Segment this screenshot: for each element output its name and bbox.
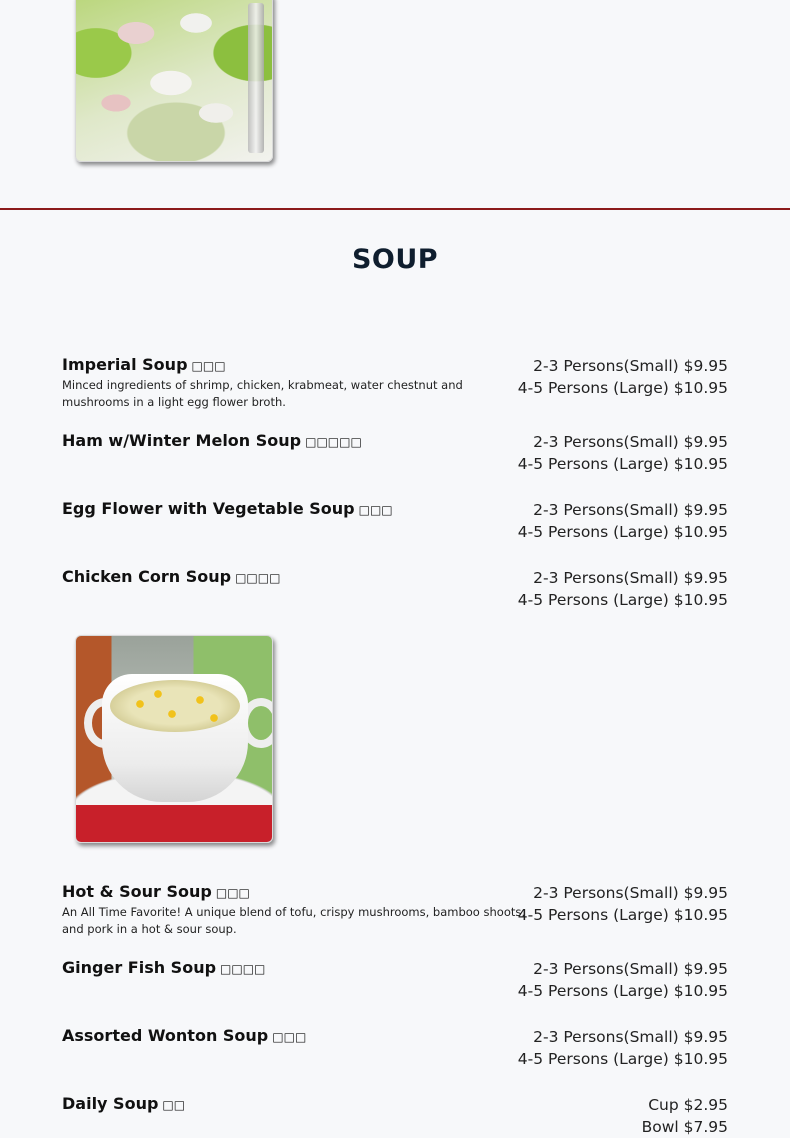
price-small: 2-3 Persons(Small) $9.95 — [533, 433, 728, 451]
item-name — [62, 882, 250, 901]
price-large: 4-5 Persons (Large) $10.95 — [517, 1050, 728, 1068]
item-name-en: Imperial Soup — [62, 355, 188, 374]
price-large: 4-5 Persons (Large) $10.95 — [517, 455, 728, 473]
price-small: 2-3 Persons(Small) $9.95 — [533, 569, 728, 587]
item-name-en: Daily Soup — [62, 1094, 159, 1113]
item-prices — [518, 882, 728, 926]
item-name — [62, 567, 280, 586]
item-name — [62, 1094, 185, 1113]
price-small: 2-3 Persons(Small) $9.95 — [533, 501, 728, 519]
item-name-cn: □□□□ — [235, 571, 281, 585]
fork-graphic — [248, 3, 264, 153]
item-name — [62, 355, 226, 374]
item-name — [62, 499, 393, 518]
item-name-cn: □□□ — [358, 503, 393, 517]
item-name — [62, 431, 362, 450]
item-name — [62, 958, 265, 977]
section-title: SOUP — [351, 244, 439, 275]
item-prices — [518, 499, 728, 543]
price-small: 2-3 Persons(Small) $9.95 — [533, 960, 728, 978]
price-large: 4-5 Persons (Large) $10.95 — [517, 379, 728, 397]
item-name-en: Chicken Corn Soup — [62, 567, 232, 586]
item-name-cn: □□ — [162, 1098, 186, 1112]
price-large: 4-5 Persons (Large) $10.95 — [517, 906, 728, 924]
corn-soup-photo — [75, 635, 273, 843]
price-large: 4-5 Persons (Large) $10.95 — [517, 591, 728, 609]
item-name-cn: □□□□□ — [305, 435, 362, 449]
item-name-en: Egg Flower with Vegetable Soup — [62, 499, 355, 518]
soup-surface-graphic — [110, 680, 240, 732]
item-name-cn: □□□ — [215, 886, 250, 900]
item-prices — [518, 567, 728, 611]
item-prices — [642, 1094, 728, 1138]
price-small: 2-3 Persons(Small) $9.95 — [533, 884, 728, 902]
item-description: Minced ingredients of shrimp, chicken, krabmeat, water chestnut and mushrooms in a light egg flower broth. — [62, 378, 463, 409]
item-name-en: Assorted Wonton Soup — [62, 1026, 269, 1045]
price-large: 4-5 Persons (Large) $10.95 — [517, 523, 728, 541]
price-bowl: Bowl $7.95 — [641, 1118, 728, 1136]
section-divider — [0, 208, 790, 210]
item-name-cn: □□□ — [191, 359, 226, 373]
price-small: 2-3 Persons(Small) $9.95 — [533, 1028, 728, 1046]
item-name — [62, 1026, 306, 1045]
item-name-en: Ginger Fish Soup — [62, 958, 217, 977]
item-prices — [518, 355, 728, 399]
item-prices — [518, 1026, 728, 1070]
item-prices — [518, 958, 728, 1002]
price-large: 4-5 Persons (Large) $10.95 — [517, 982, 728, 1000]
price-small: 2-3 Persons(Small) $9.95 — [533, 357, 728, 375]
crab-salad-photo — [75, 0, 273, 162]
item-name-en: Hot & Sour Soup — [62, 882, 212, 901]
item-description: An All Time Favorite! A unique blend of tofu, crispy mushrooms, bamboo shoots, and pork in a hot & sour soup. — [62, 905, 526, 936]
item-name-cn: □□□ — [272, 1030, 307, 1044]
item-prices — [518, 431, 728, 475]
item-name-cn: □□□□ — [220, 962, 266, 976]
price-cup: Cup $2.95 — [648, 1096, 728, 1114]
item-name-en: Ham w/Winter Melon Soup — [62, 431, 302, 450]
